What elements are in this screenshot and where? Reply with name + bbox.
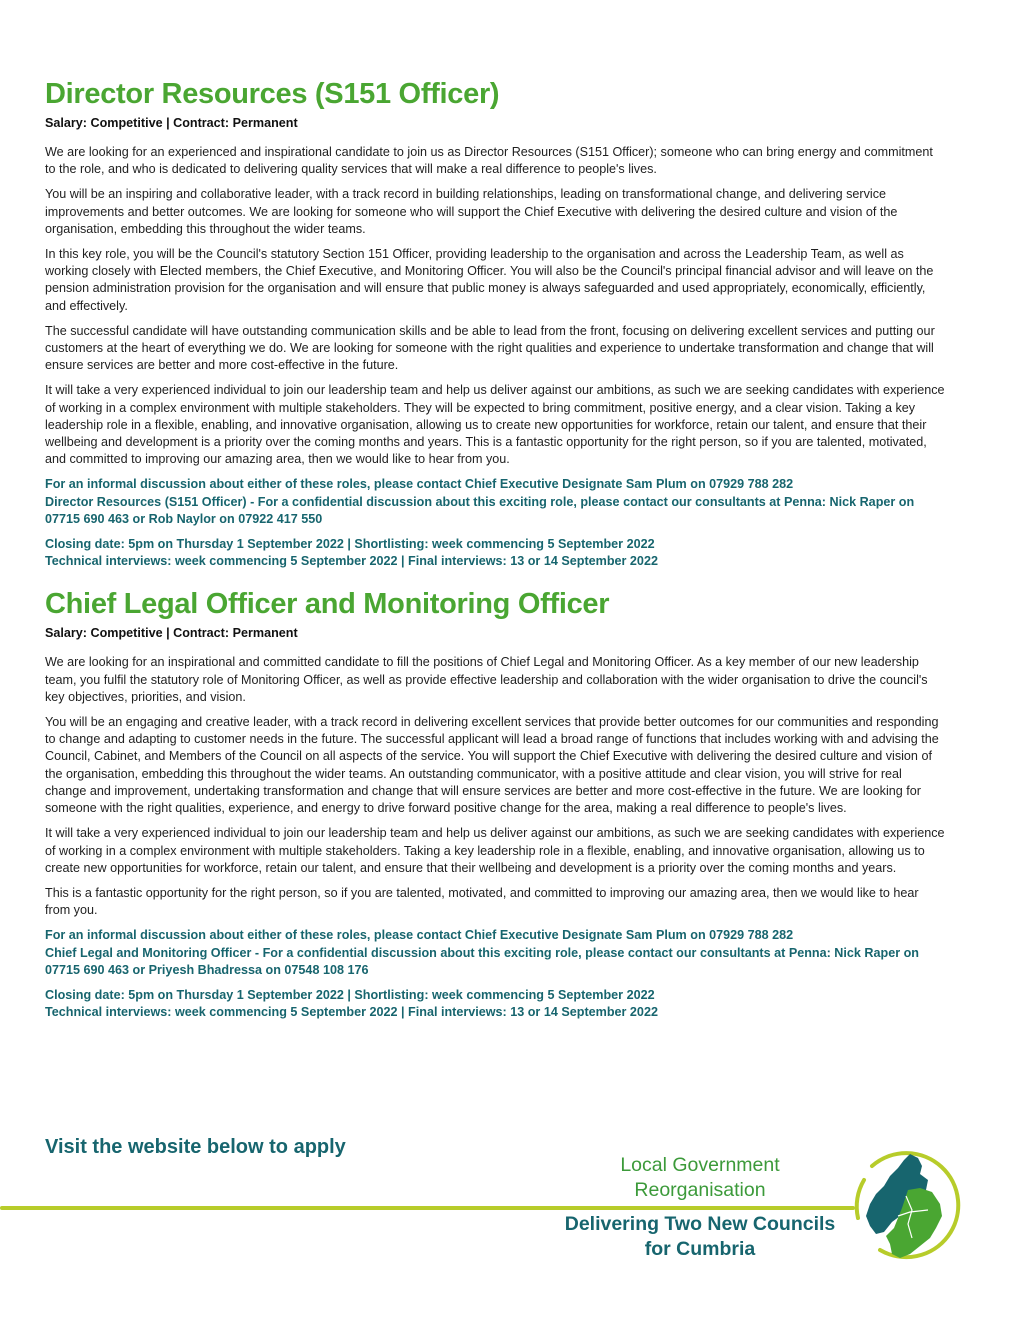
contact-details: [45, 476, 945, 528]
lgr-tagline: [545, 1212, 855, 1262]
document-body: [45, 78, 945, 1039]
role-salary: Salary: Competitive | Contract: Permanent: [45, 626, 298, 641]
role-salary: Salary: Competitive | Contract: Permanent: [45, 116, 298, 130]
role-section-director-resources: [45, 78, 945, 570]
interview-dates: Technical interviews: week commencing 5 September 2022 | Final interviews: 13 or 14 September 2022: [45, 554, 658, 569]
contact-informal: For an informal discussion about either of these roles, please contact Chief Executive Designate Sam Plum on 07929 788 282: [45, 928, 794, 943]
role-section-chief-legal: [45, 588, 945, 1021]
apply-call-to-action: Visit the website below to apply: [45, 1136, 346, 1158]
role-paragraph: We are looking for an inspirational and committed candidate to fill the positions of Chief Legal and Monitoring Officer. As a key member of our new leadership team, you fulfil the statutory role of Monitoring Officer, as well as provide effective leadership and collaboration with the wider organisation to drive the council's key objectives, priorities, and vision.: [45, 655, 928, 704]
role-paragraph: This is a fantastic opportunity for the right person, so if you are talented, motivated, and committed to improving our amazing area, then we would like to hear from you.: [45, 885, 919, 918]
tagline-line-2: for Cumbria: [644, 1238, 756, 1260]
lgr-heading: [590, 1153, 810, 1203]
role-paragraph: It will take a very experienced individual to join our leadership team and help us deliver against our ambitions, as such we are seeking candidates with experience of working in a complex environment with multiple stakeholders. They will be expected to bring commitment, positive energy, and a clear vision. Taking a key leadership role in a flexible, enabling, and innovative organisation, allowing us to create new opportunities for workforce, retain our talent, and ensure that their wellbeing and development is a priority over the coming months and years. This is a fantastic opportunity for the right person, so if you are talented, motivated, and committed to improving our amazing area, then we would like to hear from you.: [45, 383, 945, 467]
key-dates: [45, 987, 945, 1021]
role-paragraph: The successful candidate will have outstanding communication skills and be able to lead from the front, focusing on delivering excellent services and putting our customers at the heart of everything we do. We are looking for someone with the right qualities and experience to undertake transformation and change that will ensure services are better and more cost-effective in the future.: [45, 323, 935, 373]
role-paragraph: You will be an engaging and creative leader, with a track record in delivering excellent services that provide better outcomes for our communities and responding to change and adapting to customer needs in the future. The successful applicant will lead a broad range of functions that includes working with and advising the Council, Cabinet, and Members of the Council on all aspects of the service. You will support the Chief Executive with delivering the desired culture and vision of the organisation, embedding this throughout the wider teams. An outstanding communicator, with a positive attitude and clear vision, you will strive for real change and improvement, undertaking transformation and change that will ensure services are better and more cost-effective in the future. We are looking for someone with the right qualities, experience, and energy to drive forward positive change for the area, making a real difference to people's lives.: [45, 715, 939, 816]
lgr-line-1: Local Government: [620, 1154, 780, 1176]
contact-confidential: Director Resources (S151 Officer) - For a confidential discussion about this exciting role, please contact our consultants at Penna: Nick Raper on 07715 690 463 or Rob Naylor on 07922 417 550: [45, 494, 915, 526]
contact-confidential: Chief Legal and Monitoring Officer - For a confidential discussion about this exciting role, please contact our consultants at Penna: Nick Raper on 07715 690 463 or Priyesh Bhadressa on 07548 108 176: [45, 945, 919, 977]
role-title: Director Resources (S151 Officer): [45, 78, 500, 110]
footer-divider: [0, 1206, 855, 1210]
interview-dates: Technical interviews: week commencing 5 September 2022 | Final interviews: 13 or 14 September 2022: [45, 1005, 658, 1020]
role-paragraph: In this key role, you will be the Council's statutory Section 151 Officer, providing leadership to the organisation and across the Leadership Team, as well as working closely with Elected members, the Chief Executive, and Monitoring Officer. You will also be the Council's principal financial advisor and will leave on the pension administration provision for the organisation and will ensure that public money is always safeguarded and used appropriately, economically, efficiently, and effectively.: [45, 247, 934, 313]
closing-date: Closing date: 5pm on Thursday 1 September 2022 | Shortlisting: week commencing 5 September 2022: [45, 537, 655, 552]
closing-date: Closing date: 5pm on Thursday 1 September 2022 | Shortlisting: week commencing 5 September 2022: [45, 987, 655, 1002]
role-paragraph: We are looking for an experienced and inspirational candidate to join us as Director Resources (S151 Officer); someone who can bring energy and commitment to the role, and who is dedicated to delivering quality services that will make a real difference to people's lives.: [45, 145, 933, 177]
contact-informal: For an informal discussion about either of these roles, please contact Chief Executive Designate Sam Plum on 07929 788 282: [45, 477, 794, 492]
role-title: Chief Legal Officer and Monitoring Officer: [45, 588, 610, 621]
tagline-line-1: Delivering Two New Councils: [564, 1213, 836, 1235]
contact-details: [45, 927, 945, 979]
key-dates: [45, 536, 945, 570]
role-paragraph: It will take a very experienced individual to join our leadership team and help us deliver against our ambitions, as such we are seeking candidates with experience of working in a complex environment with multiple stakeholders. Taking a key leadership role in a flexible, enabling, and innovative organisation, allowing us to create new opportunities for workforce, retain our talent, and ensure that their wellbeing and development is a priority over the coming months and years.: [45, 826, 945, 875]
lgr-line-2: Reorganisation: [634, 1179, 766, 1201]
cumbria-map-logo-icon: [850, 1150, 962, 1265]
role-paragraph: You will be an inspiring and collaborative leader, with a track record in building relationships, leading on transformational change, and delivering service improvements and better outcomes. We are looking for someone who will support the Chief Executive with delivering the desired culture and vision of the organisation, embedding this throughout the wider teams.: [45, 187, 898, 236]
